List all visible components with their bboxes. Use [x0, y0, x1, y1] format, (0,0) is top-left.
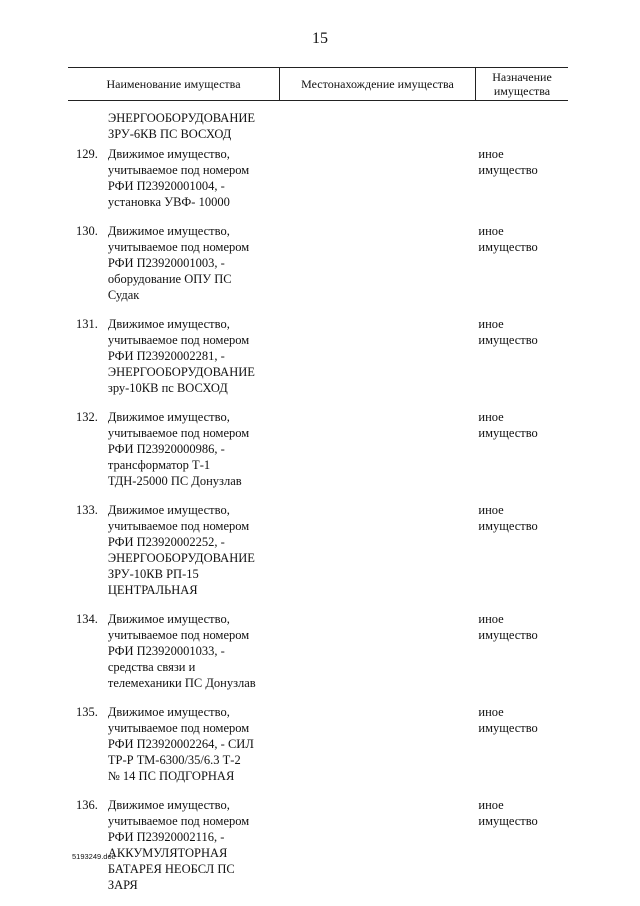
property-purpose-line: имущество — [478, 240, 538, 254]
property-location — [282, 223, 478, 303]
row-number: 134. — [76, 612, 98, 626]
property-name — [108, 611, 282, 691]
table-header — [68, 67, 568, 101]
property-name-line: трансформатор Т-1 — [107, 458, 211, 472]
property-name-line: Движимое имущество, — [107, 224, 230, 238]
property-purpose-line: иное — [478, 612, 504, 626]
header-name: Наименование имущества — [106, 77, 241, 91]
property-name-line: установка УВФ- 10000 — [107, 195, 230, 209]
property-location — [282, 146, 478, 210]
property-name-line: ЗАРЯ — [107, 878, 138, 892]
property-purpose-line: иное — [478, 317, 504, 331]
property-purpose-line: имущество — [478, 628, 538, 642]
property-name-line: Движимое имущество, — [107, 147, 230, 161]
property-name-line: учитываемое под номером — [107, 519, 250, 533]
property-name — [108, 704, 282, 784]
header-purpose — [476, 68, 568, 100]
property-name-line: телемеханики ПС Донузлав — [107, 676, 256, 690]
property-name-line: АККУМУЛЯТОРНАЯ — [107, 846, 228, 860]
property-name — [108, 409, 282, 489]
row-number: 133. — [76, 503, 98, 517]
property-location — [282, 502, 478, 598]
property-purpose-line: иное — [478, 503, 504, 517]
row-number: 131. — [76, 317, 98, 331]
page-number: 15 — [312, 30, 328, 47]
continuation-text — [108, 110, 255, 142]
table-row — [68, 704, 568, 784]
table-row — [68, 611, 568, 691]
property-location — [282, 611, 478, 691]
table-row — [68, 223, 568, 303]
property-purpose-line: имущество — [478, 333, 538, 347]
property-location — [282, 797, 478, 893]
property-name — [108, 502, 282, 598]
property-purpose — [478, 146, 568, 210]
property-name-line: Движимое имущество, — [107, 410, 230, 424]
property-name-line: учитываемое под номером — [107, 721, 250, 735]
property-purpose-line: иное — [478, 798, 504, 812]
row-number: 132. — [76, 410, 98, 424]
property-name-line: Судак — [107, 288, 140, 302]
property-purpose — [478, 704, 568, 784]
property-name-line: Движимое имущество, — [107, 612, 230, 626]
property-name-line: зру-10КВ пс ВОСХОД — [107, 381, 228, 395]
property-location — [282, 704, 478, 784]
property-name-line: Движимое имущество, — [107, 317, 230, 331]
property-purpose-line: иное — [478, 410, 504, 424]
property-name — [108, 146, 282, 210]
property-name-line: РФИ П23920002264, - СИЛ — [107, 737, 254, 751]
header-location: Местонахождение имущества — [279, 68, 476, 100]
property-name-line: Движимое имущество, — [107, 798, 230, 812]
property-name-line: учитываемое под номером — [107, 240, 250, 254]
property-name-line: ЭНЕРГООБОРУДОВАНИЕ — [107, 551, 255, 565]
property-name-line: учитываемое под номером — [107, 814, 250, 828]
continuation-line: ЭНЕРГООБОРУДОВАНИЕ — [108, 111, 256, 125]
property-purpose — [478, 223, 568, 303]
property-name-line: учитываемое под номером — [107, 163, 250, 177]
property-name-line: оборудование ОПУ ПС — [107, 272, 232, 286]
property-name-line: РФИ П23920002281, - — [107, 349, 225, 363]
footer-filename: 5193249.doc — [72, 852, 116, 861]
property-name-line: БАТАРЕЯ НЕОБСЛ ПС — [107, 862, 235, 876]
property-location — [282, 316, 478, 396]
property-name-line: РФИ П23920002116, - — [107, 830, 225, 844]
property-name-line: РФИ П23920002252, - — [107, 535, 225, 549]
table-row — [68, 146, 568, 210]
property-name-line: ЗРУ-10КВ РП-15 — [107, 567, 199, 581]
property-name-line: учитываемое под номером — [107, 628, 250, 642]
property-purpose-line: имущество — [478, 519, 538, 533]
property-name-line: Движимое имущество, — [107, 503, 230, 517]
table-row — [68, 409, 568, 489]
property-name-line: ЦЕНТРАЛЬНАЯ — [107, 583, 198, 597]
property-purpose — [478, 611, 568, 691]
property-name-line: РФИ П23920000986, - — [107, 442, 225, 456]
row-number: 136. — [76, 798, 98, 812]
header-purpose-line1: Назначение — [492, 70, 552, 84]
property-name-line: ЭНЕРГООБОРУДОВАНИЕ — [107, 365, 255, 379]
property-name-line: РФИ П23920001003, - — [107, 256, 225, 270]
row-number: 129. — [76, 147, 98, 161]
property-purpose — [478, 316, 568, 396]
property-purpose-line: имущество — [478, 163, 538, 177]
table-row — [68, 316, 568, 396]
table-row — [68, 502, 568, 598]
property-name-line: РФИ П23920001033, - — [107, 644, 225, 658]
property-purpose-line: иное — [478, 705, 504, 719]
property-name-line: РФИ П23920001004, - — [107, 179, 225, 193]
property-name — [108, 316, 282, 396]
property-name-line: учитываемое под номером — [107, 426, 250, 440]
property-purpose-line: имущество — [478, 426, 538, 440]
property-name — [108, 797, 282, 893]
table-row — [68, 797, 568, 893]
property-name — [108, 223, 282, 303]
property-location — [282, 409, 478, 489]
property-name-line: ТР-Р ТМ-6300/35/6.3 Т-2 — [107, 753, 241, 767]
property-name-line: средства связи и — [107, 660, 196, 674]
property-purpose — [478, 797, 568, 893]
row-number: 135. — [76, 705, 98, 719]
property-purpose-line: иное — [478, 147, 504, 161]
property-purpose — [478, 409, 568, 489]
table-body — [68, 146, 568, 906]
row-number: 130. — [76, 224, 98, 238]
property-name-line: № 14 ПС ПОДГОРНАЯ — [107, 769, 235, 783]
property-purpose — [478, 502, 568, 598]
header-purpose-line2: имущества — [493, 84, 551, 98]
continuation-line: ЗРУ-6КВ ПС ВОСХОД — [108, 127, 232, 141]
property-name-line: Движимое имущество, — [107, 705, 230, 719]
property-name-line: учитываемое под номером — [107, 333, 250, 347]
property-purpose-line: иное — [478, 224, 504, 238]
property-purpose-line: имущество — [478, 721, 538, 735]
property-purpose-line: имущество — [478, 814, 538, 828]
property-name-line: ТДН-25000 ПС Донузлав — [107, 474, 242, 488]
